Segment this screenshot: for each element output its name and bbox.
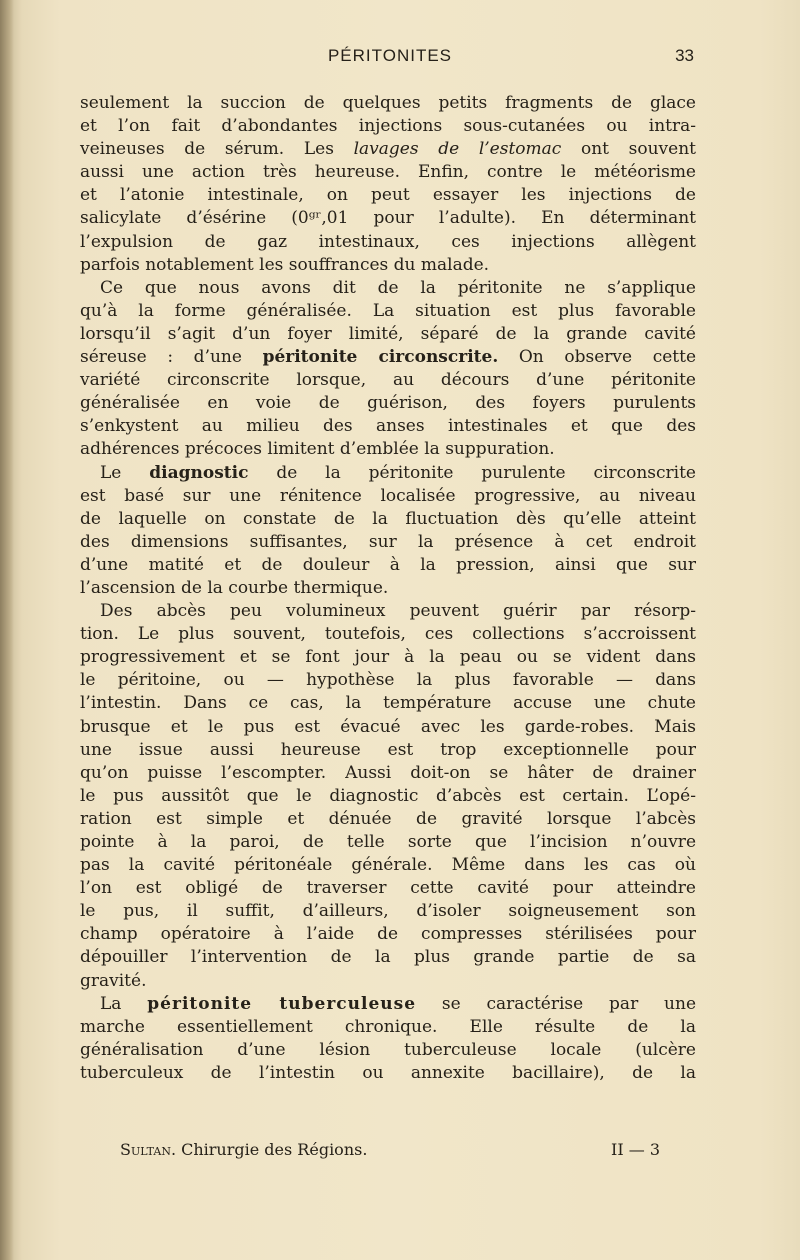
footer-book-title: Chirurgie des Régions. xyxy=(176,1140,368,1159)
text-line: tion. Le plus souvent, toutefois, ces collections s’accroissent xyxy=(80,624,696,645)
text-line: le pus, il suffit, d’ailleurs, d’isoler soigneusement son xyxy=(80,901,696,922)
text-line: Ce que nous avons dit de la péritonite ne s’applique xyxy=(100,277,696,298)
text-line: Des abcès peu volumineux peuvent guérir par résorp- xyxy=(100,601,696,622)
text-line: marche essentiellement chronique. Elle résulte de la xyxy=(80,1016,696,1037)
text-line: tuberculeux de l’intestin ou annexite bacillaire), de la xyxy=(80,1062,696,1083)
text-line: qu’on puisse l’escompter. Aussi doit-on se hâter de drainer xyxy=(80,762,696,783)
bold-term: péritonite tuberculeuse xyxy=(147,993,417,1014)
text-line: ration est simple et dénuée de gravité lorsque l’abcès xyxy=(80,808,696,829)
text-line: l’on est obligé de traverser cette cavité pour atteindre xyxy=(80,878,696,899)
text-line: pointe à la paroi, de telle sorte que l’incision n’ouvre xyxy=(80,832,696,852)
text-line: séreuse : d’une péritonite circonscrite. On observe cette xyxy=(80,347,697,368)
text-line: généralisation d’une lésion tuberculeuse locale (ulcère xyxy=(80,1039,696,1060)
text-line: est basé sur une rénitence localisée progressive, au niveau xyxy=(80,485,696,506)
text-line: aussi une action très heureuse. Enfin, contre le météorisme xyxy=(80,162,696,183)
italic-term: lavages de l’estomac xyxy=(353,139,562,160)
bold-term: diagnostic xyxy=(149,462,249,483)
text-line: salicylate d’ésérine (0ᵍʳ,01 pour l’adulte). En déterminant xyxy=(80,208,696,229)
text-line: dépouiller l’intervention de la plus grande partie de sa xyxy=(80,947,696,968)
text-line: parfois notablement les souffrances du malade. xyxy=(80,254,490,275)
text-line: l’ascension de la courbe thermique. xyxy=(80,577,389,598)
text-line: seulement la succion de quelques petits fragments de glace xyxy=(80,93,696,113)
text-line: brusque et le pus est évacué avec les garde-robes. Mais xyxy=(80,716,696,737)
text-line: gravité. xyxy=(80,970,147,991)
text-line: le péritoine, ou — hypothèse la plus favorable — dans xyxy=(80,670,696,691)
footer-signature: II — 3 xyxy=(611,1140,660,1159)
text-line: progressivement et se font jour à la peau ou se vident dans xyxy=(80,647,696,668)
text-line: généralisée en voie de guérison, des foyers purulents xyxy=(80,393,696,414)
text-line: une issue aussi heureuse est trop exceptionnelle pour xyxy=(80,739,696,760)
text-line: veineuses de sérum. Les lavages de l’estomac ont souvent xyxy=(80,139,696,160)
text-line: s’enkystent au milieu des anses intestinales et que des xyxy=(80,416,696,437)
text-line: l’intestin. Dans ce cas, la température accuse une chute xyxy=(80,693,696,714)
text-line: Le diagnostic de la péritonite purulente circonscrite xyxy=(100,462,696,483)
page-binding-edge xyxy=(0,0,14,1260)
text-line: adhérences précoces limitent d’emblée la suppuration. xyxy=(80,439,555,460)
text-line: le pus aussitôt que le diagnostic d’abcès est certain. L’opé- xyxy=(80,785,696,806)
text-line: La péritonite tuberculeuse se caractérise par une xyxy=(100,993,696,1014)
text-line: pas la cavité péritonéale générale. Même dans les cas où xyxy=(80,855,696,876)
chapter-title: PÉRITONITES xyxy=(327,46,453,65)
text-line: champ opératoire à l’aide de compresses stérilisées pour xyxy=(80,924,696,945)
footer-author: Sultan. xyxy=(120,1140,177,1159)
text-line: d’une matité et de douleur à la pression, ainsi que sur xyxy=(80,554,696,575)
text-line: et l’on fait d’abondantes injections sous-cutanées ou intra- xyxy=(80,116,696,137)
bold-term: péritonite circonscrite. xyxy=(262,347,499,368)
page-number: 33 xyxy=(675,46,694,65)
page-footer xyxy=(120,1140,660,1166)
text-line: variété circonscrite lorsque, au décours d’une péritonite xyxy=(80,370,696,391)
text-line: de laquelle on constate de la fluctuation dès qu’elle atteint xyxy=(80,508,696,529)
text-line: qu’à la forme généralisée. La situation est plus favorable xyxy=(80,300,696,321)
text-line: des dimensions suffisantes, sur la présence à cet endroit xyxy=(80,531,696,552)
text-line: lorsqu’il s’agit d’un foyer limité, séparé de la grande cavité xyxy=(80,323,696,344)
running-head xyxy=(80,46,700,76)
body-text xyxy=(80,92,696,1085)
text-line: et l’atonie intestinale, on peut essayer les injections de xyxy=(80,185,696,206)
text-line: l’expulsion de gaz intestinaux, ces injections allègent xyxy=(80,231,696,252)
